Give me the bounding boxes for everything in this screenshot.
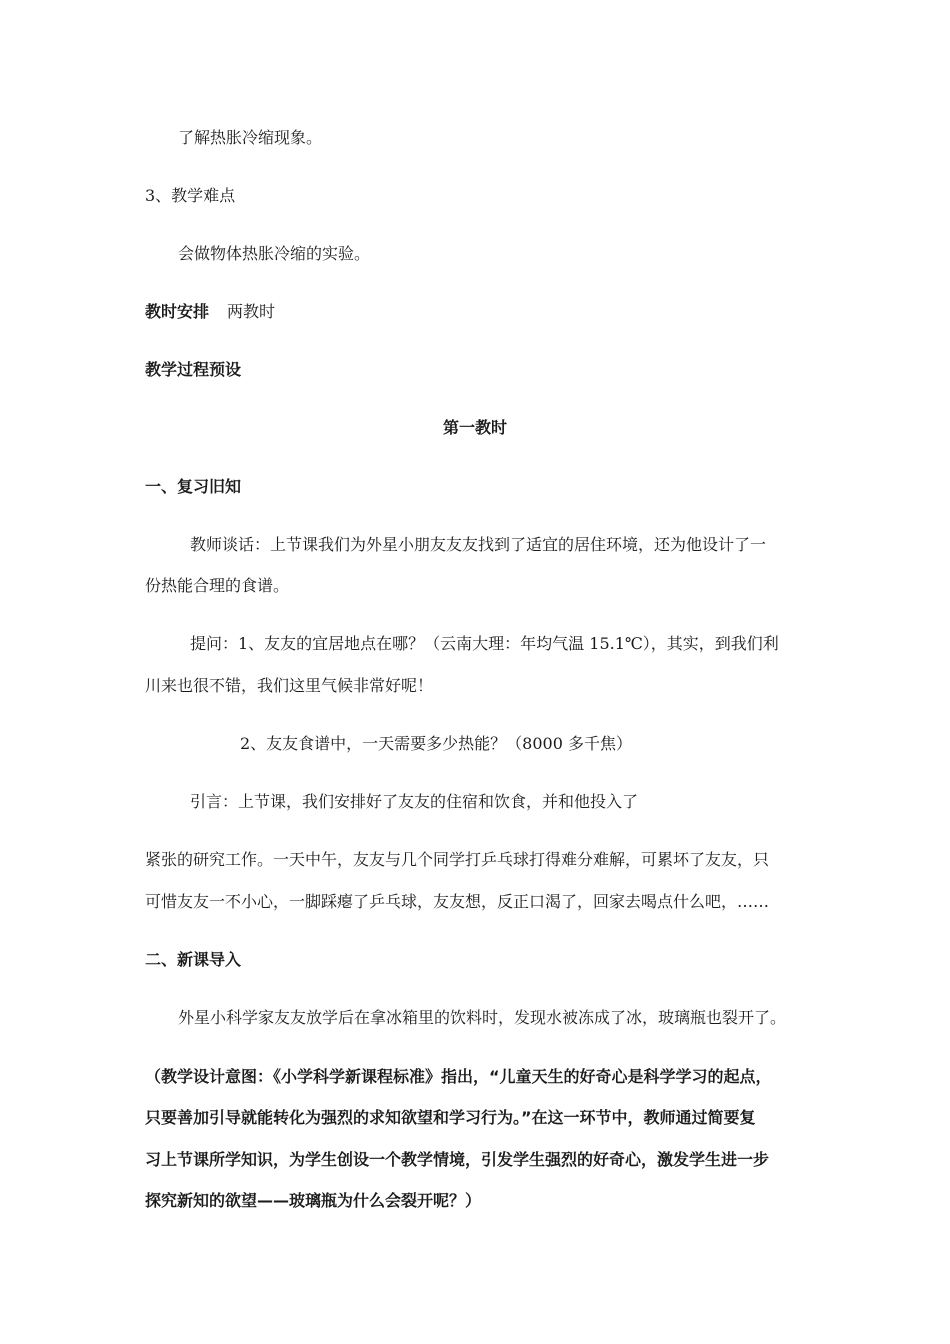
design-intent-line-4: 探究新知的欲望——玻璃瓶为什么会裂开呢？） — [145, 1191, 482, 1210]
paragraph-difficulty: 会做物体热胀冷缩的实验。 — [178, 244, 371, 263]
section-review-heading: 一、复习旧知 — [145, 477, 242, 496]
paragraph-intro: 引言：上节课，我们安排好了友友的住宿和饮食，并和他投入了 — [190, 792, 639, 811]
section-new-lesson-heading: 二、新课导入 — [145, 950, 242, 969]
heading-process: 教学过程预设 — [145, 360, 242, 379]
paragraph-new-lesson: 外星小科学家友友放学后在拿冰箱里的饮料时，发现水被冻成了冰，玻璃瓶也裂开了。 — [178, 1008, 787, 1027]
design-intent-line-2: 只要善加引导就能转化为强烈的求知欲望和学习行为。”在这一环节中，教师通过简要复 — [145, 1108, 756, 1127]
design-intent-line-1: （教学设计意图：《小学科学新课程标准》指出，“儿童天生的好奇心是科学学习的起点， — [145, 1067, 772, 1086]
paragraph-question-1: 提问：1、友友的宜居地点在哪？（云南大理：年均气温 15.1℃），其实，到我们利 — [190, 634, 779, 653]
arrangement-value: 两教时 — [227, 302, 276, 321]
paragraph-question-2: 2、友友食谱中，一天需要多少热能？（8000 多千焦） — [240, 734, 632, 753]
arrangement-line — [145, 302, 275, 322]
paragraph-story-1: 紧张的研究工作。一天中午，友友与几个同学打乒乓球打得难分难解，可累坏了友友，只 — [145, 850, 770, 869]
paragraph-question-1-cont: 川来也很不错，我们这里气候非常好呢！ — [145, 676, 434, 695]
heading-difficulty: 3、教学难点 — [145, 186, 236, 205]
arrangement-label: 教时安排 — [145, 302, 210, 321]
paragraph-teacher-talk: 教师谈话：上节课我们为外星小朋友友友找到了适宜的居住环境，还为他设计了一 — [190, 535, 767, 554]
paragraph-story-2: 可惜友友一不小心，一脚踩瘪了乒乓球，友友想，反正口渴了，回家去喝点什么吧，…… — [145, 892, 770, 911]
paragraph-teacher-talk-cont: 份热能合理的食谱。 — [145, 576, 290, 595]
paragraph-objective: 了解热胀冷缩现象。 — [178, 128, 323, 147]
design-intent-line-3: 习上节课所学知识，为学生创设一个教学情境，引发学生强烈的好奇心，激发学生进一步 — [145, 1150, 770, 1169]
lesson-title: 第一教时 — [442, 418, 507, 437]
